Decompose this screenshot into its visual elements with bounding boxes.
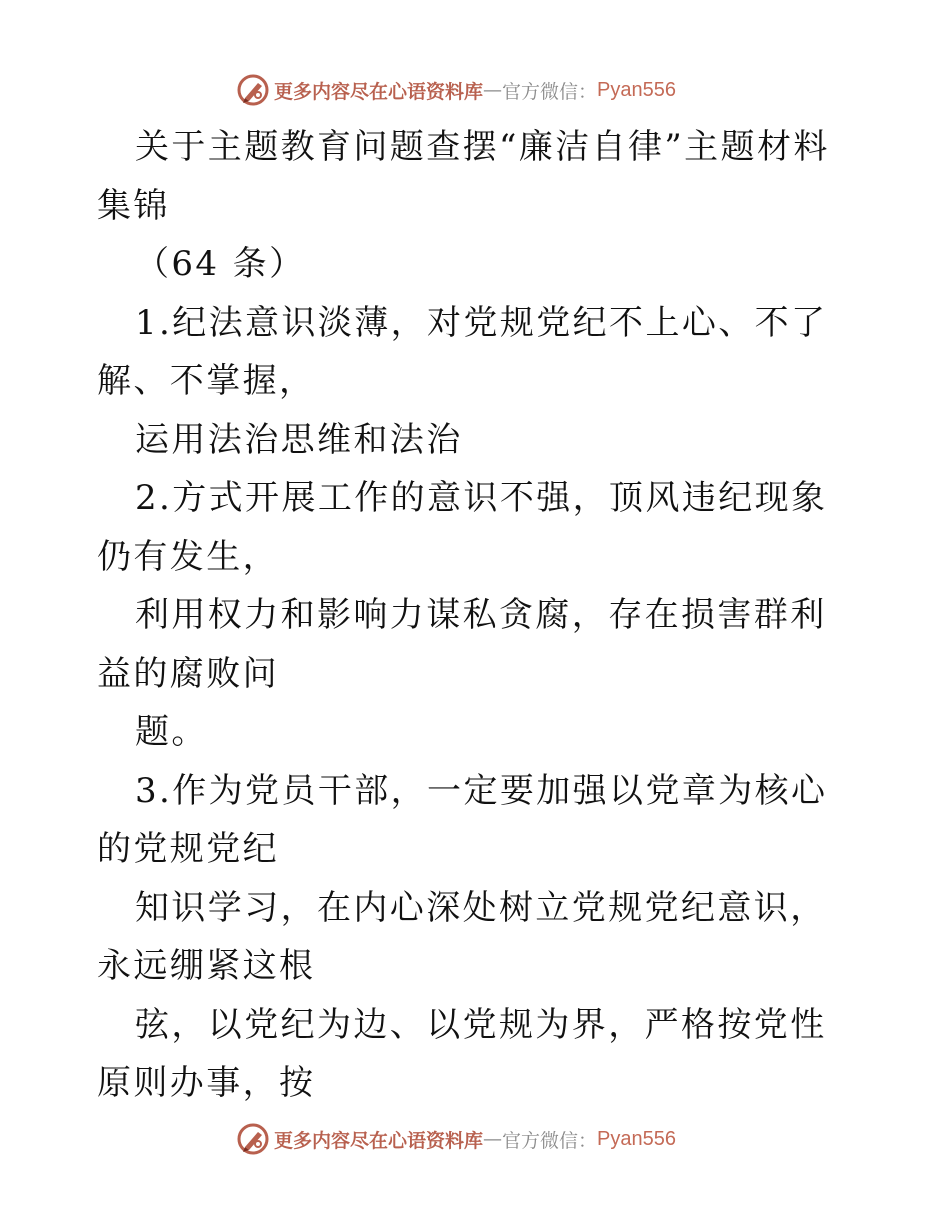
- watermark-wechat-label: 官方微信：: [502, 80, 598, 103]
- header-watermark: [236, 73, 676, 107]
- pen-logo-icon: [236, 73, 270, 107]
- watermark-library-text: 更多内容尽在心语资料库: [274, 1129, 484, 1152]
- watermark-dash: —: [483, 79, 503, 101]
- watermark-dash: —: [483, 1128, 503, 1150]
- watermark-wechat-id: Pyan556: [597, 78, 676, 101]
- body-line: 3.作为党员干部，一定要加强以党章为核心的党规党纪: [97, 770, 828, 869]
- body-line: 2.方式开展工作的意识不强，顶风违纪现象仍有发生，: [97, 478, 828, 577]
- document-title: 关于主题教育问题查摆“廉洁自律”主题材料集锦: [97, 127, 830, 226]
- body-line: 弦，以党纪为边、以党规为界，严格按党性原则办事，按: [97, 1004, 827, 1103]
- pen-logo-icon: [236, 1122, 270, 1156]
- body-line: 利用权力和影响力谋私贪腐，存在损害群利益的腐败问: [97, 595, 827, 694]
- item-count: （64 条）: [135, 244, 306, 284]
- watermark-library-text: 更多内容尽在心语资料库: [274, 80, 484, 103]
- document-body: [97, 118, 857, 1113]
- body-line: 1.纪法意识淡薄，对党规党纪不上心、不了解、不掌握，: [97, 302, 828, 401]
- body-line: 知识学习，在内心深处树立党规党纪意识，永远绷紧这根: [97, 887, 827, 986]
- footer-watermark: [236, 1122, 676, 1156]
- body-line: 运用法治思维和法治: [135, 419, 463, 460]
- watermark-wechat-id: Pyan556: [597, 1127, 676, 1150]
- watermark-wechat-label: 官方微信：: [502, 1129, 598, 1152]
- body-line: 题。: [135, 712, 208, 752]
